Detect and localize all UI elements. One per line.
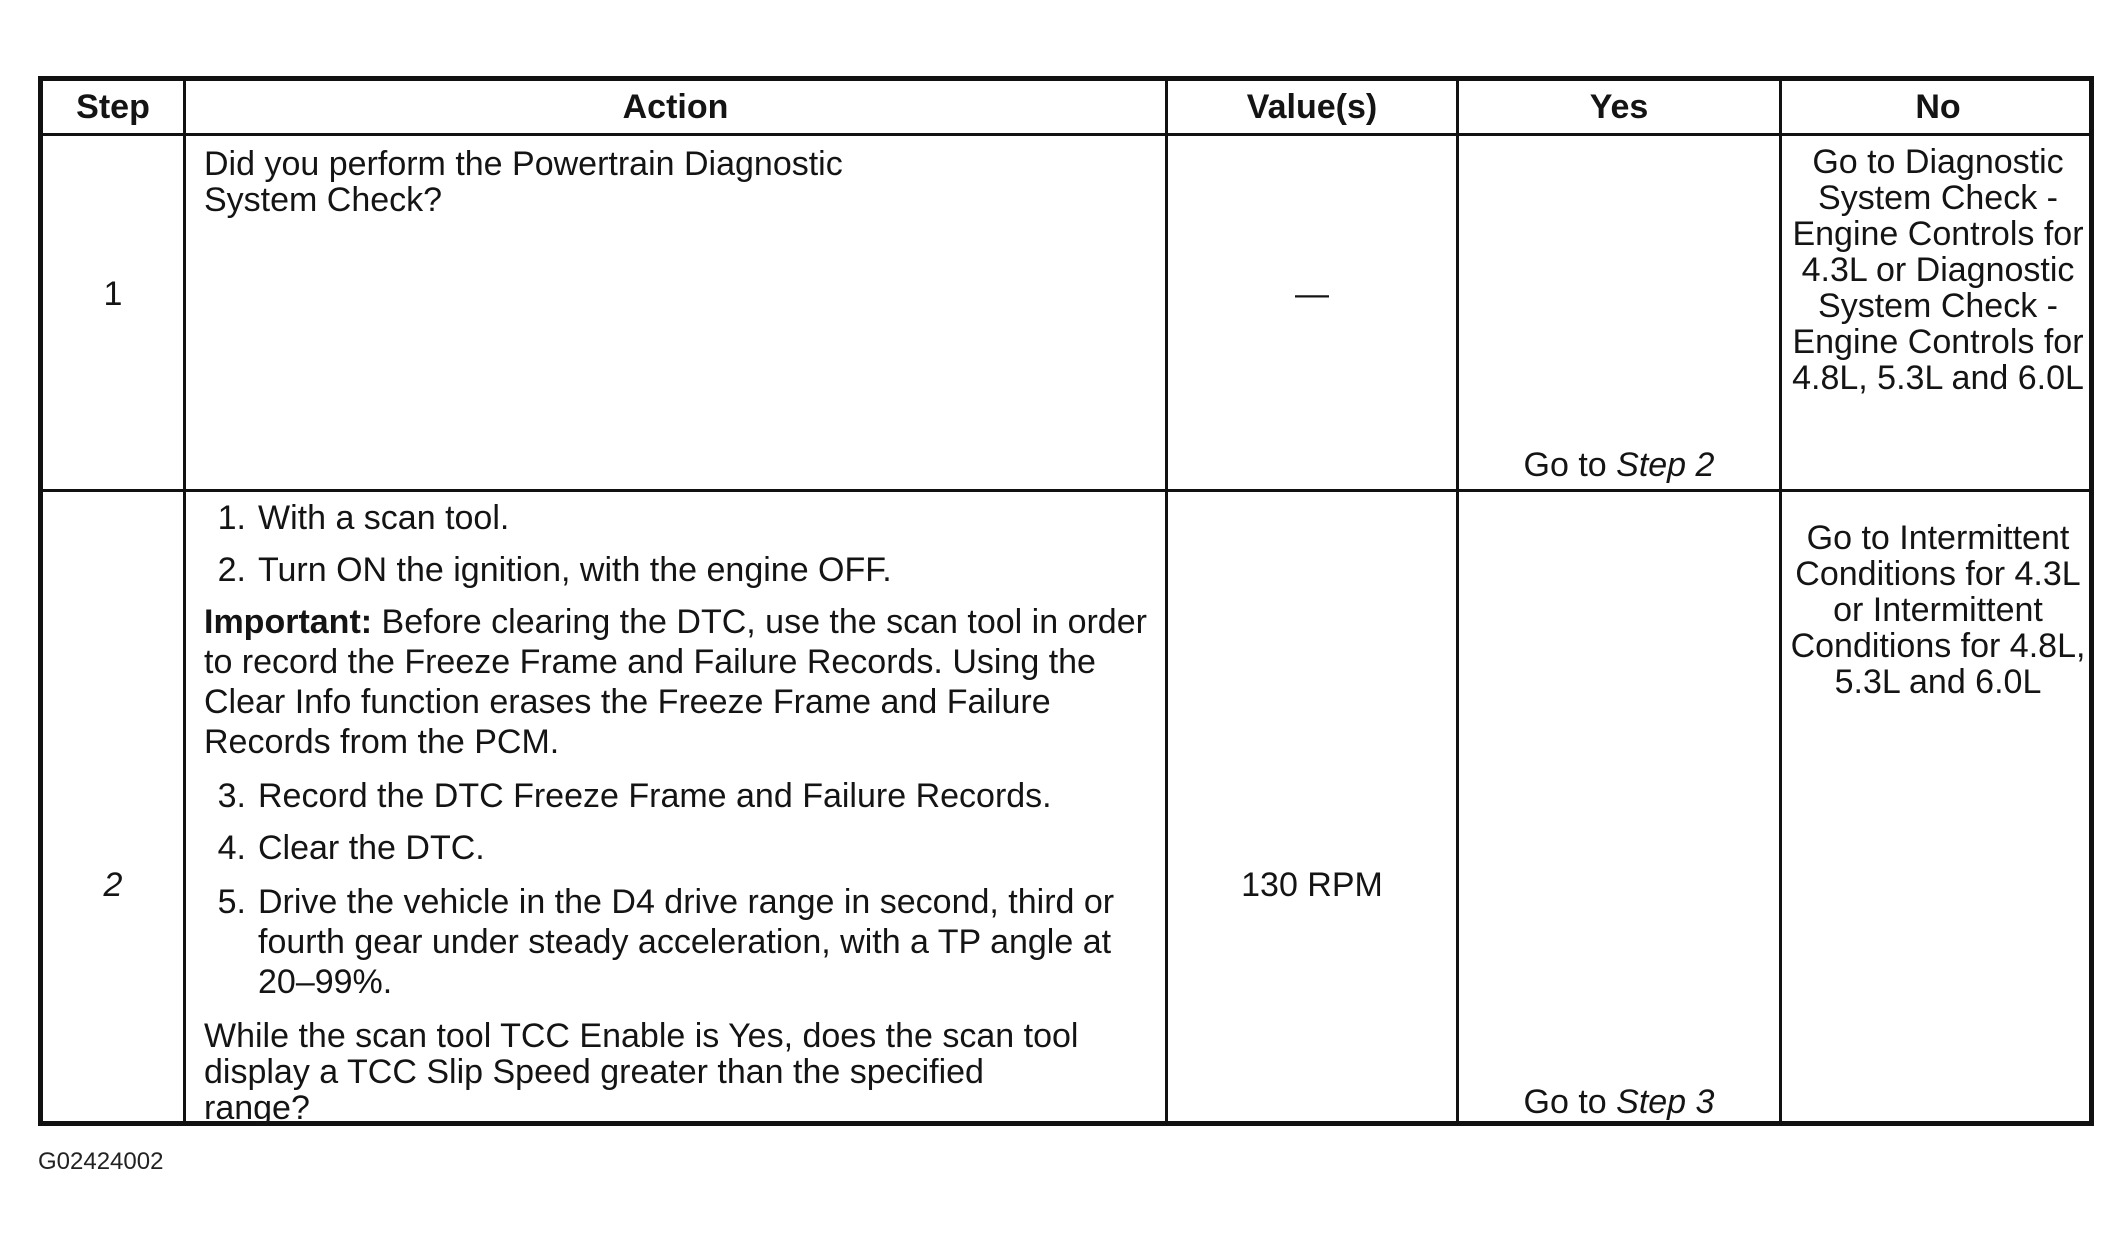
list-number: 1. <box>217 499 246 537</box>
action-question: While the scan tool TCC Enable is Yes, does the scan tool display a TCC Slip Speed greater than the specified range? <box>204 1017 1079 1126</box>
yes-step-link[interactable]: Step 3 <box>1616 1083 1715 1121</box>
diagnostic-table <box>38 76 2094 1126</box>
step-number: 2 <box>103 866 123 904</box>
important-text: Before clearing the DTC, use the scan tool in order to record the Freeze Frame and Failure Records. Using the Clear Info function erases the Freeze Frame and Failure Records from the PCM. <box>204 603 1147 761</box>
list-item <box>204 882 1153 1002</box>
yes-goto <box>1459 447 1779 483</box>
header-yes: Yes <box>1589 88 1649 126</box>
value-cell: — <box>1295 275 1329 313</box>
list-item <box>204 830 1153 866</box>
value-cell: 130 RPM <box>1241 866 1383 904</box>
header-action: Action <box>622 88 729 126</box>
list-number: 5. <box>217 883 246 921</box>
list-item <box>204 778 1153 814</box>
header-no: No <box>1915 88 1961 126</box>
list-text: Record the DTC Freeze Frame and Failure Records. <box>258 777 1052 815</box>
list-item <box>204 500 1153 536</box>
list-number: 2. <box>217 551 246 589</box>
action-question: Did you perform the Powertrain Diagnostic System Check? <box>204 145 843 219</box>
no-cell: Go to Intermittent Conditions for 4.3L or Intermittent Conditions for 4.8L, 5.3L and 6.0L <box>1790 519 2086 701</box>
important-note <box>204 602 1153 762</box>
list-text: Turn ON the ignition, with the engine OFF. <box>258 551 892 589</box>
yes-step-link[interactable]: Step 2 <box>1616 446 1715 484</box>
step-number: 1 <box>103 275 123 313</box>
list-item <box>204 552 1153 588</box>
header-values: Value(s) <box>1246 88 1378 126</box>
list-text: Drive the vehicle in the D4 drive range in second, third or fourth gear under steady acceleration, with a TP angle at 20–99%. <box>258 883 1115 1001</box>
important-label: Important: <box>204 603 373 641</box>
list-text: With a scan tool. <box>258 499 510 537</box>
yes-goto-prefix: Go to <box>1523 446 1617 484</box>
header-step: Step <box>76 88 150 126</box>
action-cell <box>186 136 1165 489</box>
action-list-b <box>204 778 1153 1002</box>
action-cell <box>186 492 1165 1126</box>
action-list-a <box>204 500 1153 588</box>
list-text: Clear the DTC. <box>258 829 485 867</box>
no-cell: Go to Diagnostic System Check - Engine Controls for 4.3L or Diagnostic System Check - Engine Controls for 4.8L, 5.3L and 6.0L <box>1792 143 2084 397</box>
figure-id: G02424002 <box>38 1148 164 1175</box>
yes-goto-prefix: Go to <box>1523 1083 1617 1121</box>
list-number: 4. <box>217 829 246 867</box>
list-number: 3. <box>217 777 246 815</box>
yes-cell <box>1459 492 1779 1126</box>
yes-cell <box>1459 136 1779 489</box>
yes-goto <box>1459 1084 1779 1120</box>
